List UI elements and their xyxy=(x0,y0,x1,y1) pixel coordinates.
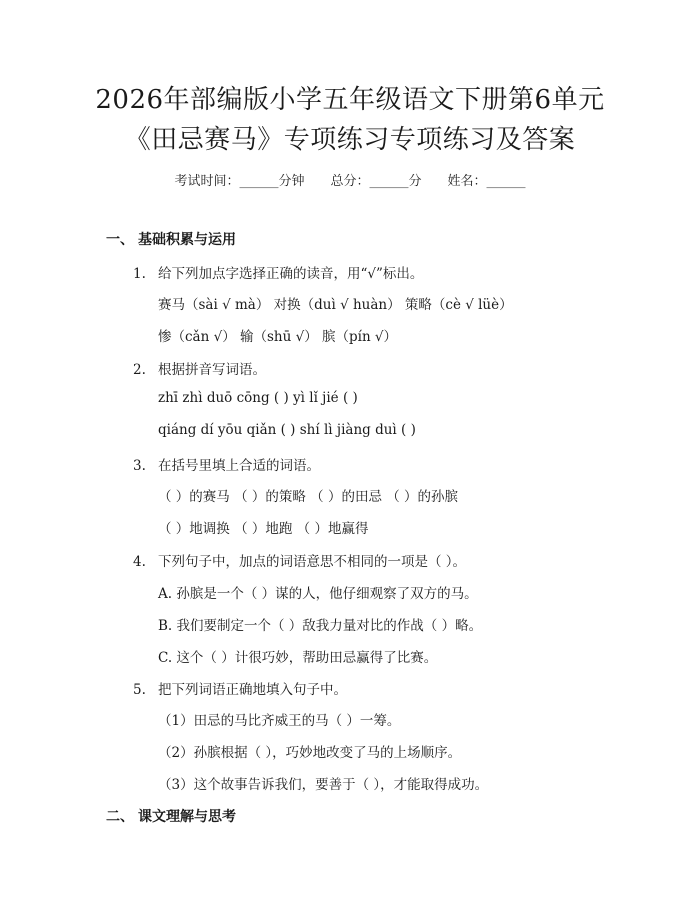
question-5-sentence-1: （1）田忌的马比齐威王的马（ ）一筹。 xyxy=(158,713,401,729)
question-2-text: 根据拼音写词语。 xyxy=(158,362,266,378)
section-2-title: 课文理解与思考 xyxy=(138,809,236,825)
question-3-number: 3. xyxy=(133,458,146,474)
question-5-sentence-3: （3）这个故事告诉我们，要善于（ ），才能取得成功。 xyxy=(158,777,489,793)
question-1-text: 给下列加点字选择正确的读音，用“√”标出。 xyxy=(158,266,424,282)
question-5-sentence-2: （2）孙膑根据（ ），巧妙地改变了马的上场顺序。 xyxy=(158,745,462,761)
question-3-line-1: （ ）的赛马 （ ）的策略 （ ）的田忌 （ ）的孙膑 xyxy=(158,489,459,505)
question-4-text: 下列句子中，加点的词语意思不相同的一项是（ ）。 xyxy=(158,554,467,570)
page-title-line-2: 《田忌赛马》专项练习专项练习及答案 xyxy=(124,125,576,155)
question-2 xyxy=(133,358,266,378)
question-1-line-2: 惨（cǎn √） 输（shū √） 膑（pín √） xyxy=(158,329,398,345)
exam-info xyxy=(0,170,700,189)
question-5-number: 5. xyxy=(133,682,146,698)
page-title-line-1: 2026年部编版小学五年级语文下册第6单元 xyxy=(95,85,605,115)
question-4-option-b: B. 我们要制定一个（ ）敌我力量对比的作战（ ）略。 xyxy=(158,618,483,634)
question-3-text: 在括号里填上合适的词语。 xyxy=(158,458,320,474)
section-1-title: 基础积累与运用 xyxy=(138,232,236,248)
question-3 xyxy=(133,454,320,474)
question-4-option-c: C. 这个（ ）计很巧妙，帮助田忌赢得了比赛。 xyxy=(158,650,438,666)
section-2-number: 二、 xyxy=(106,809,134,825)
question-2-line-1: zhī zhì duō cōng ( ) yì lǐ jié ( ) xyxy=(158,390,358,406)
question-4-option-a: A. 孙膑是一个（ ）谋的人，他仔细观察了双方的马。 xyxy=(158,586,478,602)
section-1-number: 一、 xyxy=(106,232,134,248)
question-4 xyxy=(133,550,466,570)
student-name-field: 姓名：______ xyxy=(447,174,526,189)
question-2-line-2: qiáng dí yōu qiǎn ( ) shí lì jiàng duì ( ) xyxy=(158,422,416,438)
section-2-heading xyxy=(106,806,236,826)
question-5-text: 把下列词语正确地填入句子中。 xyxy=(158,682,347,698)
question-3-line-2: （ ）地调换 （ ）地跑 （ ）地赢得 xyxy=(158,521,369,537)
question-2-number: 2. xyxy=(133,362,146,378)
question-1 xyxy=(133,262,423,282)
total-score-field: 总分：______分 xyxy=(330,174,422,189)
question-5 xyxy=(133,678,347,698)
exam-time-field: 考试时间：______分钟 xyxy=(174,174,305,189)
question-1-line-1: 赛马（sài √ mà） 对换（duì √ huàn） 策略（cè √ lüè） xyxy=(158,297,513,313)
question-4-number: 4. xyxy=(133,554,146,570)
section-1-heading xyxy=(106,229,236,249)
question-1-number: 1. xyxy=(133,266,146,282)
